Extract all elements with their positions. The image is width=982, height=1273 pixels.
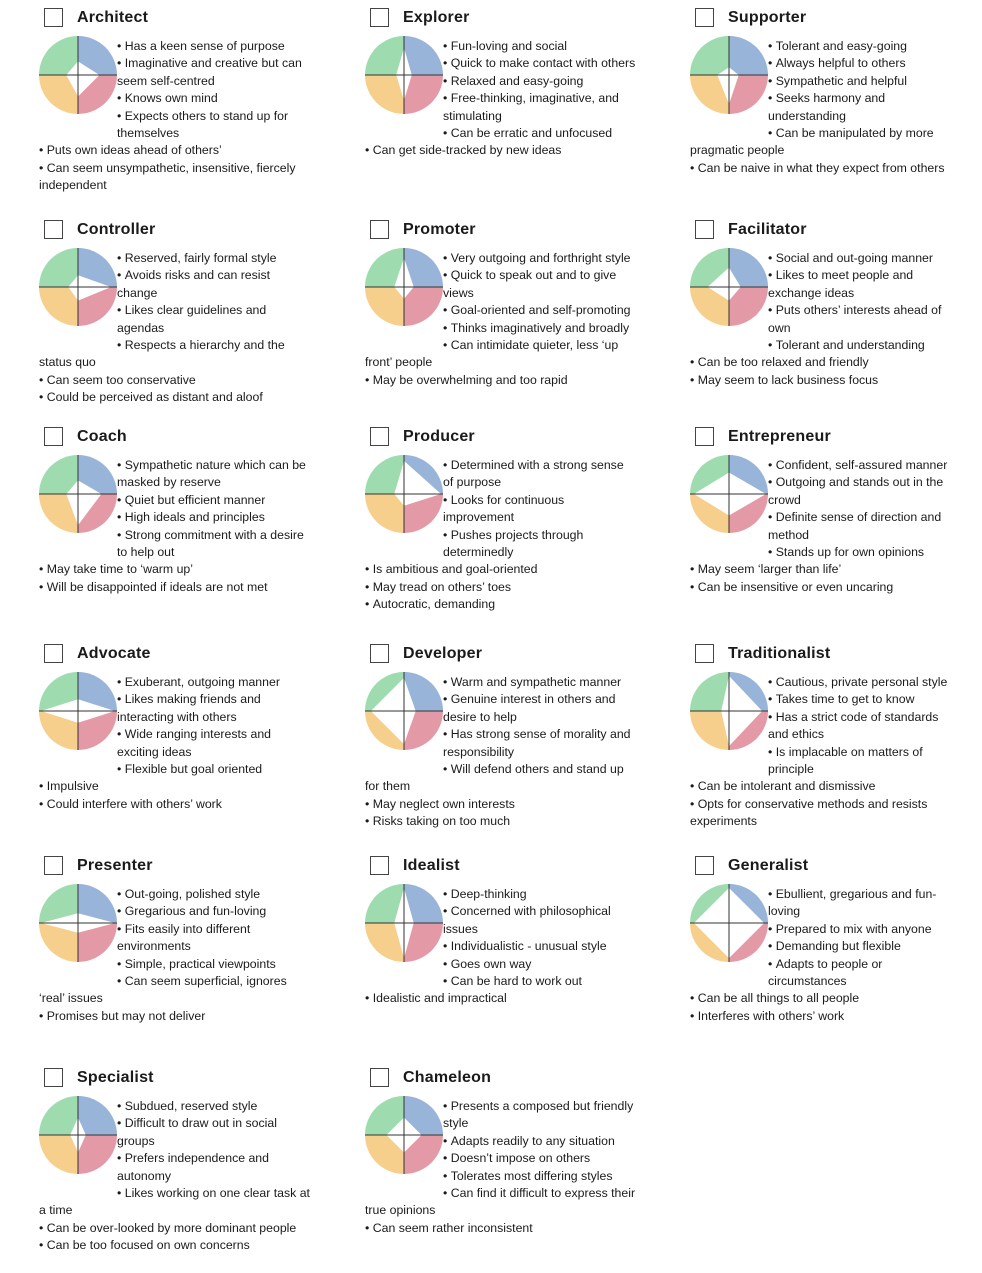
trait-item: • Impulsive (39, 778, 311, 795)
profile-card (39, 1068, 364, 1273)
trait-item: • May seem to lack business focus (690, 372, 962, 389)
trait-item: • May neglect own interests (365, 796, 637, 813)
trait-item: • Can seem too conservative (39, 372, 311, 389)
trait-item: • Takes time to get to know (690, 691, 962, 708)
trait-item: • Reserved, fairly formal style (39, 250, 311, 267)
profile-card (44, 644, 364, 849)
trait-item: • Can intimidate quieter, less ‘up front’ people (365, 337, 637, 372)
trait-item: • Adapts to people or circumstances (690, 956, 962, 991)
profile-card (365, 220, 690, 425)
profile-checkbox[interactable] (44, 8, 63, 27)
trait-item: • May seem ‘larger than life’ (690, 561, 962, 578)
trait-item: • May be overwhelming and too rapid (365, 372, 637, 389)
trait-list (39, 38, 311, 195)
trait-item: • Can get side-tracked by new ideas (365, 142, 637, 159)
trait-item: • Could interfere with others’ work (39, 796, 311, 813)
trait-item: • Has strong sense of morality and responsibility (365, 726, 637, 761)
profile-checkbox[interactable] (44, 644, 63, 663)
profile-card (39, 220, 364, 425)
trait-item: • Demanding but flexible (690, 938, 962, 955)
trait-item: • Is implacable on matters of principle (690, 744, 962, 779)
trait-item: • Thinks imaginatively and broadly (365, 320, 637, 337)
profile-checkbox[interactable] (44, 856, 63, 875)
profile-title: Specialist (77, 1069, 154, 1086)
profile-title: Supporter (728, 9, 807, 26)
trait-item: • Difficult to draw out in social groups (39, 1115, 311, 1150)
trait-item: • Fun-loving and social (365, 38, 637, 55)
profile-title: Presenter (77, 857, 153, 874)
trait-item: • Ebullient, gregarious and fun-loving (690, 886, 962, 921)
trait-list (365, 457, 637, 614)
trait-item: • Can seem unsympathetic, insensitive, fiercely independent (39, 160, 311, 195)
profile-card (365, 644, 690, 849)
profile-title: Developer (403, 645, 483, 662)
trait-item: • Can be erratic and unfocused (365, 125, 637, 142)
trait-item: • Presents a composed but friendly style (365, 1098, 637, 1133)
profile-card (690, 8, 982, 213)
trait-item: • Tolerates most differing styles (365, 1168, 637, 1185)
trait-item: • Definite sense of direction and method (690, 509, 962, 544)
trait-item: • Can seem rather inconsistent (365, 1220, 637, 1237)
trait-item: • Expects others to stand up for themselves (39, 108, 311, 143)
trait-item: • Adapts readily to any situation (365, 1133, 637, 1150)
trait-item: • Individualistic - unusual style (365, 938, 637, 955)
profile-card (370, 427, 690, 632)
profile-card (39, 856, 364, 1061)
trait-item: • Fits easily into different environments (39, 921, 311, 956)
trait-item: • Opts for conservative methods and resists experiments (690, 796, 962, 831)
trait-item: • Avoids risks and can resist change (39, 267, 311, 302)
profile-card (370, 8, 690, 213)
trait-list (365, 674, 637, 831)
trait-list (365, 38, 637, 160)
trait-item: • Can be manipulated by more pragmatic people (690, 125, 962, 160)
trait-item: • Imaginative and creative but can seem self-centred (39, 55, 311, 90)
trait-item: • Free-thinking, imaginative, and stimulating (365, 90, 637, 125)
trait-item: • Likes to meet people and exchange ideas (690, 267, 962, 302)
trait-item: • Respects a hierarchy and the status quo (39, 337, 311, 372)
trait-list (39, 1098, 311, 1255)
trait-item: • Can be insensitive or even uncaring (690, 579, 962, 596)
trait-item: • Wide ranging interests and exciting ideas (39, 726, 311, 761)
trait-item: • Genuine interest in others and desire to help (365, 691, 637, 726)
trait-list (39, 250, 311, 407)
trait-item: • Can be intolerant and dismissive (690, 778, 962, 795)
trait-item: • Likes clear guidelines and agendas (39, 302, 311, 337)
trait-list (39, 674, 311, 813)
profile-checkbox[interactable] (44, 1068, 63, 1087)
trait-item: • Strong commitment with a desire to help out (39, 527, 311, 562)
trait-item: • Prepared to mix with anyone (690, 921, 962, 938)
trait-item: • Can be all things to all people (690, 990, 962, 1007)
trait-item: • Very outgoing and forthright style (365, 250, 637, 267)
profile-title: Idealist (403, 857, 460, 874)
trait-item: • Will be disappointed if ideals are not met (39, 579, 311, 596)
trait-item: • Determined with a strong sense of purpose (365, 457, 637, 492)
trait-list (365, 1098, 637, 1237)
trait-item: • Deep-thinking (365, 886, 637, 903)
trait-item: • Goes own way (365, 956, 637, 973)
trait-item: • Looks for continuous improvement (365, 492, 637, 527)
trait-list (365, 886, 637, 1008)
trait-list (690, 886, 962, 1025)
profile-checkbox[interactable] (695, 427, 714, 446)
trait-item: • Simple, practical viewpoints (39, 956, 311, 973)
trait-item: • Autocratic, demanding (365, 596, 637, 613)
trait-item: • Can find it difficult to express their true opinions (365, 1185, 637, 1220)
trait-item: • Quiet but efficient manner (39, 492, 311, 509)
profile-title: Coach (77, 428, 127, 445)
trait-item: • Can be naive in what they expect from others (690, 160, 962, 177)
profile-title: Promoter (403, 221, 476, 238)
trait-item: • Seeks harmony and understanding (690, 90, 962, 125)
trait-item: • Can be too focused on own concerns (39, 1237, 311, 1254)
trait-list (690, 457, 962, 596)
trait-item: • High ideals and principles (39, 509, 311, 526)
trait-item: • Warm and sympathetic manner (365, 674, 637, 691)
trait-item: • Interferes with others’ work (690, 1008, 962, 1025)
trait-item: • Tolerant and easy-going (690, 38, 962, 55)
trait-list (690, 250, 962, 389)
trait-item: • Knows own mind (39, 90, 311, 107)
trait-item: • Can be over-looked by more dominant people (39, 1220, 311, 1237)
trait-item: • Sympathetic and helpful (690, 73, 962, 90)
profile-checkbox[interactable] (44, 220, 63, 239)
trait-item: • Flexible but goal oriented (39, 761, 311, 778)
profile-title: Producer (403, 428, 475, 445)
trait-item: • Can be hard to work out (365, 973, 637, 990)
profile-title: Facilitator (728, 221, 807, 238)
trait-item: • Exuberant, outgoing manner (39, 674, 311, 691)
profile-title: Architect (77, 9, 149, 26)
trait-list (690, 38, 962, 177)
trait-item: • Promises but may not deliver (39, 1008, 311, 1025)
trait-list (365, 250, 637, 389)
profile-checkbox[interactable] (695, 8, 714, 27)
profile-card (370, 856, 690, 1061)
trait-item: • Subdued, reserved style (39, 1098, 311, 1115)
trait-item: • Out-going, polished style (39, 886, 311, 903)
trait-item: • Prefers independence and autonomy (39, 1150, 311, 1185)
profile-card (44, 427, 364, 632)
trait-item: • Idealistic and impractical (365, 990, 637, 1007)
profile-checkbox[interactable] (695, 856, 714, 875)
trait-item: • Likes working on one clear task at a time (39, 1185, 311, 1220)
profile-title: Chameleon (403, 1069, 492, 1086)
profile-title: Explorer (403, 9, 470, 26)
trait-item: • Is ambitious and goal-oriented (365, 561, 637, 578)
trait-item: • May tread on others’ toes (365, 579, 637, 596)
trait-item: • Doesn’t impose on others (365, 1150, 637, 1167)
profile-title: Generalist (728, 857, 809, 874)
trait-item: • Outgoing and stands out in the crowd (690, 474, 962, 509)
profile-card (695, 427, 982, 632)
trait-item: • Relaxed and easy-going (365, 73, 637, 90)
profile-checkbox[interactable] (44, 427, 63, 446)
profile-checkbox[interactable] (370, 644, 389, 663)
trait-item: • Pushes projects through determinedly (365, 527, 637, 562)
trait-item: • Has a strict code of standards and ethics (690, 709, 962, 744)
trait-item: • Concerned with philosophical issues (365, 903, 637, 938)
profile-card (690, 644, 982, 849)
profile-checkbox[interactable] (370, 8, 389, 27)
trait-item: • Cautious, private personal style (690, 674, 962, 691)
profile-card (695, 856, 982, 1061)
trait-item: • Puts own ideas ahead of others’ (39, 142, 311, 159)
trait-list (39, 886, 311, 1025)
trait-item: • Tolerant and understanding (690, 337, 962, 354)
profile-title: Controller (77, 221, 156, 238)
trait-item: • Risks taking on too much (365, 813, 637, 830)
profile-checkbox[interactable] (370, 856, 389, 875)
trait-item: • Could be perceived as distant and aloof (39, 389, 311, 406)
trait-item: • Stands up for own opinions (690, 544, 962, 561)
trait-item: • Quick to speak out and to give views (365, 267, 637, 302)
profile-title: Traditionalist (728, 645, 831, 662)
profile-checkbox[interactable] (370, 427, 389, 446)
trait-item: • May take time to ‘warm up’ (39, 561, 311, 578)
trait-item: • Always helpful to others (690, 55, 962, 72)
profile-title: Entrepreneur (728, 428, 831, 445)
profile-card (695, 220, 982, 425)
trait-list (690, 674, 962, 831)
trait-list (39, 457, 311, 596)
trait-item: • Confident, self-assured manner (690, 457, 962, 474)
trait-item: • Gregarious and fun-loving (39, 903, 311, 920)
profile-checkbox[interactable] (695, 644, 714, 663)
trait-item: • Sympathetic nature which can be masked by reserve (39, 457, 311, 492)
profile-card (39, 8, 364, 213)
trait-item: • Can be too relaxed and friendly (690, 354, 962, 371)
trait-item: • Goal-oriented and self-promoting (365, 302, 637, 319)
trait-item: • Social and out-going manner (690, 250, 962, 267)
trait-item: • Puts others’ interests ahead of own (690, 302, 962, 337)
profile-card (365, 1068, 690, 1273)
profile-title: Advocate (77, 645, 151, 662)
trait-item: • Likes making friends and interacting with others (39, 691, 311, 726)
trait-item: • Quick to make contact with others (365, 55, 637, 72)
profile-checkbox[interactable] (695, 220, 714, 239)
profile-checkbox[interactable] (370, 1068, 389, 1087)
trait-item: • Will defend others and stand up for them (365, 761, 637, 796)
profile-checkbox[interactable] (370, 220, 389, 239)
trait-item: • Can seem superficial, ignores ‘real’ issues (39, 973, 311, 1008)
trait-item: • Has a keen sense of purpose (39, 38, 311, 55)
